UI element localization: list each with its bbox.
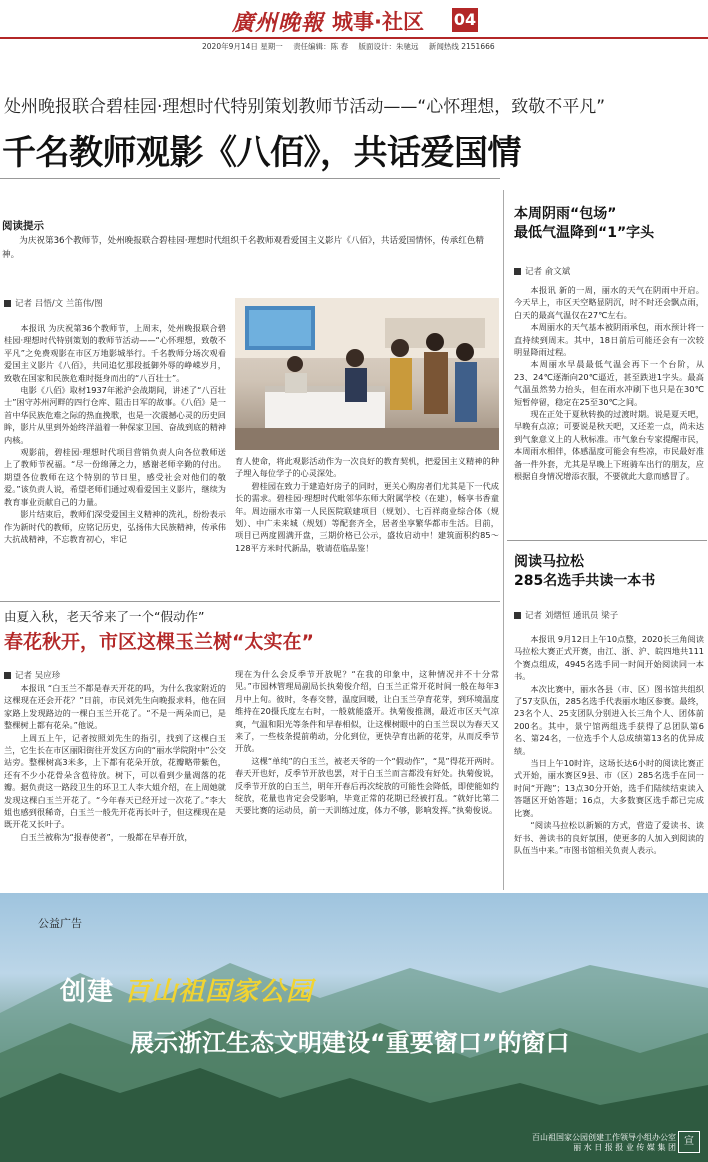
weather-body [514, 284, 704, 483]
reading-paragraph: “阅读马拉松以新颖的方式，营造了爱读书、读好书、善读书的良好氛围，使更多的人加入到阅读的队伍当中来。”市图书馆相关负责人表示。 [514, 820, 704, 855]
newspaper-logo: 廣州晚報 [232, 10, 325, 36]
digest-text [2, 235, 498, 262]
article2-paragraph: 本报讯 “白玉兰不都是春天开花的吗，为什么我家附近的这棵现在还会开花？”日前，市民刘先生向晚报求料，他在回家路上发现路边的一棵白玉兰开花了。“不是一两朵而已，是整棵树上都有花朵。”他说。 [4, 683, 226, 731]
lead-headline: 千名教师观影《八佰》，共话爱国情 [2, 133, 521, 173]
dateline-editor: 责任编辑：陈 春 [293, 42, 349, 51]
weather-byline [514, 265, 570, 277]
lead-kicker: 处州晚报联合碧桂园·理想时代特别策划教师节活动——“心怀理想，致敬不平凡” [4, 97, 606, 117]
teachers-photo [235, 298, 499, 450]
page-number: 04 [452, 8, 478, 32]
lead-divider [0, 178, 500, 179]
ad-stamp: 宣 [678, 1131, 700, 1153]
article2-byline [4, 669, 60, 681]
weather-paragraph: 本周丽水早晨最低气温会再下一个台阶，从23、24℃逐渐向20℃逼近，甚至跌进1字头。最高气温虽然势力抬头，但在雨水冲刷下也只是在30℃短暂停留，稳定在25至30℃之间。 [514, 359, 704, 407]
public-service-ad [0, 893, 708, 1162]
section-title: 城事·社区 [332, 10, 424, 34]
article2-paragraph: 现在为什么会反季节开放呢？“在我的印象中，这种情况并不十分常见。”市园林管理局副局长执菊俊介绍，白玉兰正常开花时间一般在每年3月中上旬。彼时，冬春交替，温度回暖，让白玉兰孕育花芽，到环境温度维持在20摄氏度左右时，一般就能盛开。执菊俊推测，最近市区天气凉爽，气温和阳光等条件和早春相似，让这棵树眼中的白玉兰误以为春天又来了，一些枝条提前萌动，分化到位，更快孕育出新的花芽，从而反季节开放。 [235, 669, 499, 754]
lead-byline-text: 记者 吕悟/文 兰笛伟/图 [15, 299, 103, 309]
lead-paragraph: 影片结束后，教师们深受爱国主义精神的洗礼，纷纷表示作为新时代的教师，应铭记历史，弘扬伟大民族精神，传承伟大抗战精神，不忘教育初心，牢记 [4, 509, 226, 544]
article2-byline-text: 记者 吴应珍 [15, 671, 61, 681]
reading-body [514, 633, 704, 856]
ad-sponsor-1: 百山祖国家公园创建工作领导小组办公室 [532, 1133, 676, 1142]
dateline-hotline: 新闻热线 2151666 [428, 42, 495, 51]
reading-byline [514, 609, 618, 621]
article2-paragraph: 白玉兰被称为“报春使者”，一般都在早春开放， [20, 831, 193, 842]
square-icon [514, 268, 521, 275]
weather-byline-text: 记者 俞文斌 [525, 267, 571, 277]
weather-paragraph: 本报讯 新的一周，丽水的天气在阴雨中开启。今天早上，市区天空略显阴沉，时不时还会飘点雨，白天的最高气温仅在27℃左右。 [514, 285, 704, 320]
article2-kicker: 由夏入秋，老天爷来了一个“假动作” [4, 609, 205, 624]
ad-sponsor-2: 丽 水 日 报 报 业 传 媒 集 团 [573, 1143, 676, 1152]
lead-paragraph: 育人使命，将此观影活动作为一次良好的教育契机，把爱国主义精神的种子埋入每位学子的心灵深处。 [235, 456, 499, 479]
photo-illustration [235, 298, 499, 450]
digest-label: 阅读提示 [2, 220, 44, 232]
square-icon [4, 300, 11, 307]
reading-byline-text: 记者 刘熠恒 通讯员 梁子 [525, 611, 619, 621]
lead-paragraph: 碧桂园在致力于建造好房子的同时，更关心购房者们尤其是下一代成长的需求。碧桂园·理想时代毗邻华东师大附属学校（在建），畅享书香童年。周边丽水市第一人民医院联建项目（规划）、七百祥商业综合体（规划）、中广未来城（规划）等配套齐全，居者坐享繁华都市生活。目前，项目已两度圆满开盘，三期价格已公示，盛妆启动中！建筑面积约85～128平方米时代新品，敬请莅临品鉴！ [235, 480, 499, 553]
masthead-rule [0, 37, 708, 39]
ad-sponsors [466, 1133, 676, 1153]
article2-headline: 春花秋开，市区这棵玉兰树“太实在” [4, 631, 314, 653]
ad-slogan-2: 展示浙江生态文明建设“重要窗口”的窗口 [130, 1029, 570, 1057]
weather-paragraph: 现在正处于夏秋转换的过渡时期。说是夏天吧，早晚有点凉；可要说是秋天吧，又还差一点，尚未达到气象意义上的人秋标准。市气象台专家提醒市民，本周雨水相伴，体感温度可能会有些凉，市民最好准备一件外套，尤其是早晚上下班骑车出行的朋友，应根据自身情况增添衣服，不要就此大意而感冒了。 [514, 409, 704, 482]
article2-column-a [4, 682, 226, 843]
lead-column-a [4, 322, 226, 545]
article2-paragraph: 这棵“单纯”的白玉兰，被老天爷的一个“假动作”，“晃”得花开两时。春天开也好，反季节开放也罢，对于白玉兰而言都没有好处。执菊俊说，反季节开放的白玉兰，明年开春后再次绽放的可能性会降低，即使能如约绽放，花量也肯定会受影响，毕竟正常的花期已经被打乱。“就好比第二天要比赛的运动员，前一天训练过度，体力不够，影响发挥。”执菊俊说。 [235, 755, 499, 816]
dateline-date: 2020年9月14日 星期一 [202, 42, 283, 51]
masthead [0, 0, 708, 52]
digest-paragraph: 为庆祝第36个教师节，处州晚报联合碧桂园·理想时代组织千名教师观看爱国主义影片《八佰》，共话爱国情怀，传承红色精神。 [2, 236, 485, 260]
dateline-designer: 版面设计：朱驰远 [358, 42, 419, 51]
article2-divider [0, 601, 500, 602]
reading-paragraph: 本报讯 9月12日上午10点整，2020长三角阅读马拉松大赛正式开赛，由江、浙、沪、皖四地共111个赛点组成，4945名选手同一时间开始阅读同一本书。 [514, 634, 704, 682]
article2-paragraph: 上周五上午，记者按照刘先生的指引，找到了这棵白玉兰，它生长在市区丽阳街往开发区方向的“丽水学院附中”公交站旁。整棵树高3米多，上下都有花朵开放，花瓣略带紫色，还有不少小花骨朵含苞待放。树下，可以看到少量凋落的花瓣。据负责这一路段卫生的环卫工人李大姐介绍，在上周她就发现这棵白玉兰开花了。“今年春天已经开过一次花了。”李大姐也感到很稀奇，白玉兰一般先开花再长叶子，但这棵现在是既开花又长叶子。 [4, 732, 226, 830]
ad-slogan-1b: 百山祖国家公园 [124, 977, 314, 1007]
reading-paragraph: 本次比赛中，丽水各县（市、区）图书馆共组织了57支队伍，285名选手代表丽水地区参赛。最终，23名个人、25支团队分别进入长三角个人、团体前200名。其中，景宁馆两组选手获得了总团队第6名、第24名，一位选手个人总成绩第13名的优异成绩。 [514, 683, 704, 756]
lead-byline [4, 297, 103, 309]
reading-headline: 阅读马拉松 285名选手共读一本书 [514, 554, 656, 589]
reading-paragraph: 当日上午10时许，这场长达6小时的阅读比赛正式开始，丽水赛区9县、市（区）285名选手在同一时间“开跑”；13点30分开始，选手们陆续结束读入答题区开始答题；16点，大多数赛区选手都已完成比赛。 [514, 758, 704, 818]
dateline [202, 41, 503, 52]
lead-paragraph: 观影前，碧桂园·理想时代项目营销负责人向各位教师送上了教师节祝福。“尽一份绵薄之力，感谢老师辛勤的付出。期望各位教师在这个特别的节日里，感受社会对他们的敬爱。”该负责人说，希望老师们通过观看爱国主义影片，继续为教育事业贡献自己的力量。 [4, 447, 226, 507]
ad-slogan-1 [60, 971, 313, 1008]
ad-label: 公益广告 [38, 917, 82, 930]
article2-column-b [235, 668, 499, 817]
ad-slogan-1a: 创建 [60, 977, 115, 1007]
lead-column-b [235, 455, 499, 554]
weather-paragraph: 本周丽水的天气基本被阴雨承包，雨水预计将一直持续到周末。其中，18日前后可能还会有一次较明显降雨过程。 [514, 322, 704, 358]
square-icon [514, 612, 521, 619]
column-separator [503, 190, 504, 890]
right-divider [507, 540, 707, 541]
square-icon [4, 672, 11, 679]
weather-headline: 本周阴雨“包场” 最低气温降到“1”字头 [514, 206, 655, 241]
lead-paragraph: 电影《八佰》取材1937年淞沪会战期间，讲述了“八百壮士”困守苏州河畔的四行仓库、阻击日军的故事。《八佰》是一首中华民族危难之际的热血挽歌，也是一次震撼心灵的历史回眸，影片从里到外始终洋溢着一种保家卫国、奋战到底的精神内核。 [4, 385, 226, 445]
lead-paragraph: 本报讯 为庆祝第36个教师节，上周末，处州晚报联合碧桂园·理想时代特别策划的教师节活动——“心怀理想，致敬不平凡”之免费观影在市区万地影城举行。千名教师分场次观看爱国主义影片《八佰》，共同追忆那段抵御外辱的峥嵘岁月，致敬在国家和民族危难时挺身而出的“八百壮士”。 [4, 323, 226, 383]
